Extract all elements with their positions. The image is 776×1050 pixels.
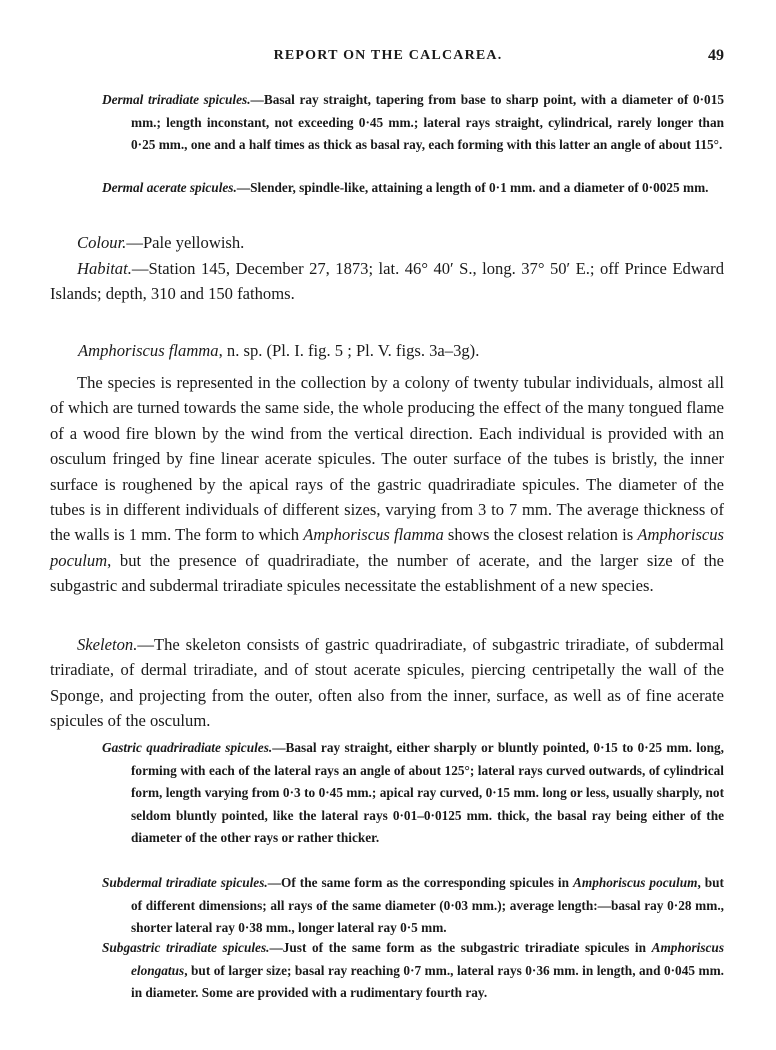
habitat-paragraph (0, 256, 776, 307)
dermal-triradiate-text: —Basal ray straight, tapering from base to sharp point, with a diameter of 0·015 mm.; length inconstant, not exceeding 0·45 mm.; lateral rays straight, cylindrical, rarely longer than 0·25 mm., one and a half times as thick as basal ray, each forming with this latter an angle of about 115°. (131, 92, 724, 153)
running-head: REPORT ON THE CALCAREA. (273, 48, 503, 63)
subdermal-triradiate-text-b: , but of different dimensions; all rays of the same diameter (0·03 mm.); average length:—basal ray 0·28 mm., shorter lateral ray 0·38 mm., longer lateral ray 0·5 mm. (131, 875, 724, 936)
habitat-text: —Station 145, December 27, 1873; lat. 46° 40′ S., long. 37° 50′ E.; off Prince Edward Islands; depth, 310 and 150 fathoms. (50, 259, 724, 304)
description-text-3: , but the presence of quadriradiate, the number of acerate, and the larger size of the subgastric and subdermal triradiate spicules necessitate the establishment of a new species. (50, 550, 724, 596)
term-habitat: Habitat. (77, 259, 132, 278)
subgastric-triradiate-text-a: —Just of the same form as the subgastric triradiate spicules in (269, 940, 652, 955)
description-paragraph (0, 370, 776, 599)
term-colour: Colour. (77, 233, 127, 252)
term-dermal-triradiate: Dermal triradiate spicules. (102, 92, 251, 107)
dermal-acerate-text: —Slender, spindle-like, attaining a length of 0·1 mm. and a diameter of 0·0025 mm. (236, 180, 709, 195)
term-subgastric-triradiate: Subgastric triradiate spicules. (102, 940, 270, 955)
species-name-ref-2: Amphoriscus poculum (50, 525, 725, 570)
description-text-1: The species is represented in the collection by a colony of twenty tubular individuals, almost all of which are turned towards the same side, the whole producing the effect of the many tongued flame of a wood fire blown by the wind from the vertical direction. Each individual is provided with an osculum fringed by fine linear acerate spicules. The outer surface of the tubes is bristly, the inner surface is roughened by the apical rays of the gastric quadriradiate spicules. The diameter of the tubes is in different individuals of different sizes, varying from 3 to 7 mm. The average thickness of the walls is 1 mm. The form to which (50, 373, 724, 545)
term-dermal-acerate: Dermal acerate spicules. (102, 180, 237, 195)
subgastric-triradiate-paragraph (0, 937, 776, 1005)
subgastric-triradiate-text-b: , but of larger size; basal ray reaching 0·7 mm., lateral rays 0·36 mm. in length, and 0·045 mm. in diameter. Some are provided with a rudimentary fourth ray. (131, 962, 724, 1001)
species-heading (0, 339, 776, 363)
term-skeleton: Skeleton. (77, 635, 138, 654)
page-number: 49 (708, 47, 724, 64)
colour-paragraph (0, 230, 776, 255)
species-name-ref-3: Amphoriscus poculum (573, 875, 698, 890)
dermal-triradiate-paragraph (0, 89, 776, 157)
description-text-2: shows the closest relation is (443, 525, 638, 545)
species-heading-rest: , n. sp. (Pl. I. fig. 5 ; Pl. V. figs. 3a–3g). (218, 341, 480, 360)
dermal-acerate-paragraph (0, 177, 776, 200)
species-name-ref-1: Amphoriscus flamma (303, 525, 444, 545)
species-name: Amphoriscus flamma (78, 341, 219, 360)
term-subdermal-triradiate: Subdermal triradiate spicules. (102, 875, 268, 890)
colour-text: —Pale yellowish. (126, 233, 245, 252)
term-gastric-quadriradiate: Gastric quadriradiate spicules. (102, 740, 273, 755)
skeleton-paragraph (0, 632, 776, 734)
gastric-quadriradiate-paragraph (0, 737, 776, 850)
page-header (0, 48, 776, 68)
skeleton-text: —The skeleton consists of gastric quadriradiate, of subgastric triradiate, of subdermal triradiate, of dermal triradiate, and of stout acerate spicules, piercing centripetally the wall of the Sponge, and projecting from the outer, often also from the inner, surface, as well as of fine acerate spicules of the osculum. (50, 635, 724, 731)
gastric-quadriradiate-text: —Basal ray straight, either sharply or bluntly pointed, 0·15 to 0·25 mm. long, forming with each of the lateral rays an angle of about 125°; lateral rays curved outwards, of cylindrical form, length varying from 0·3 to 0·45 mm.; apical ray curved, 0·15 mm. long or less, usually sharply, not seldom bluntly pointed, like the lateral rays 0·01–0·0125 mm. thick, the basal ray being either of the diameter of the other rays or rather thicker. (131, 740, 724, 846)
species-name-ref-4: Amphoriscus elongatus (131, 940, 724, 978)
subdermal-triradiate-text-a: —Of the same form as the corresponding spicules in (267, 875, 574, 890)
subdermal-triradiate-paragraph (0, 872, 776, 940)
